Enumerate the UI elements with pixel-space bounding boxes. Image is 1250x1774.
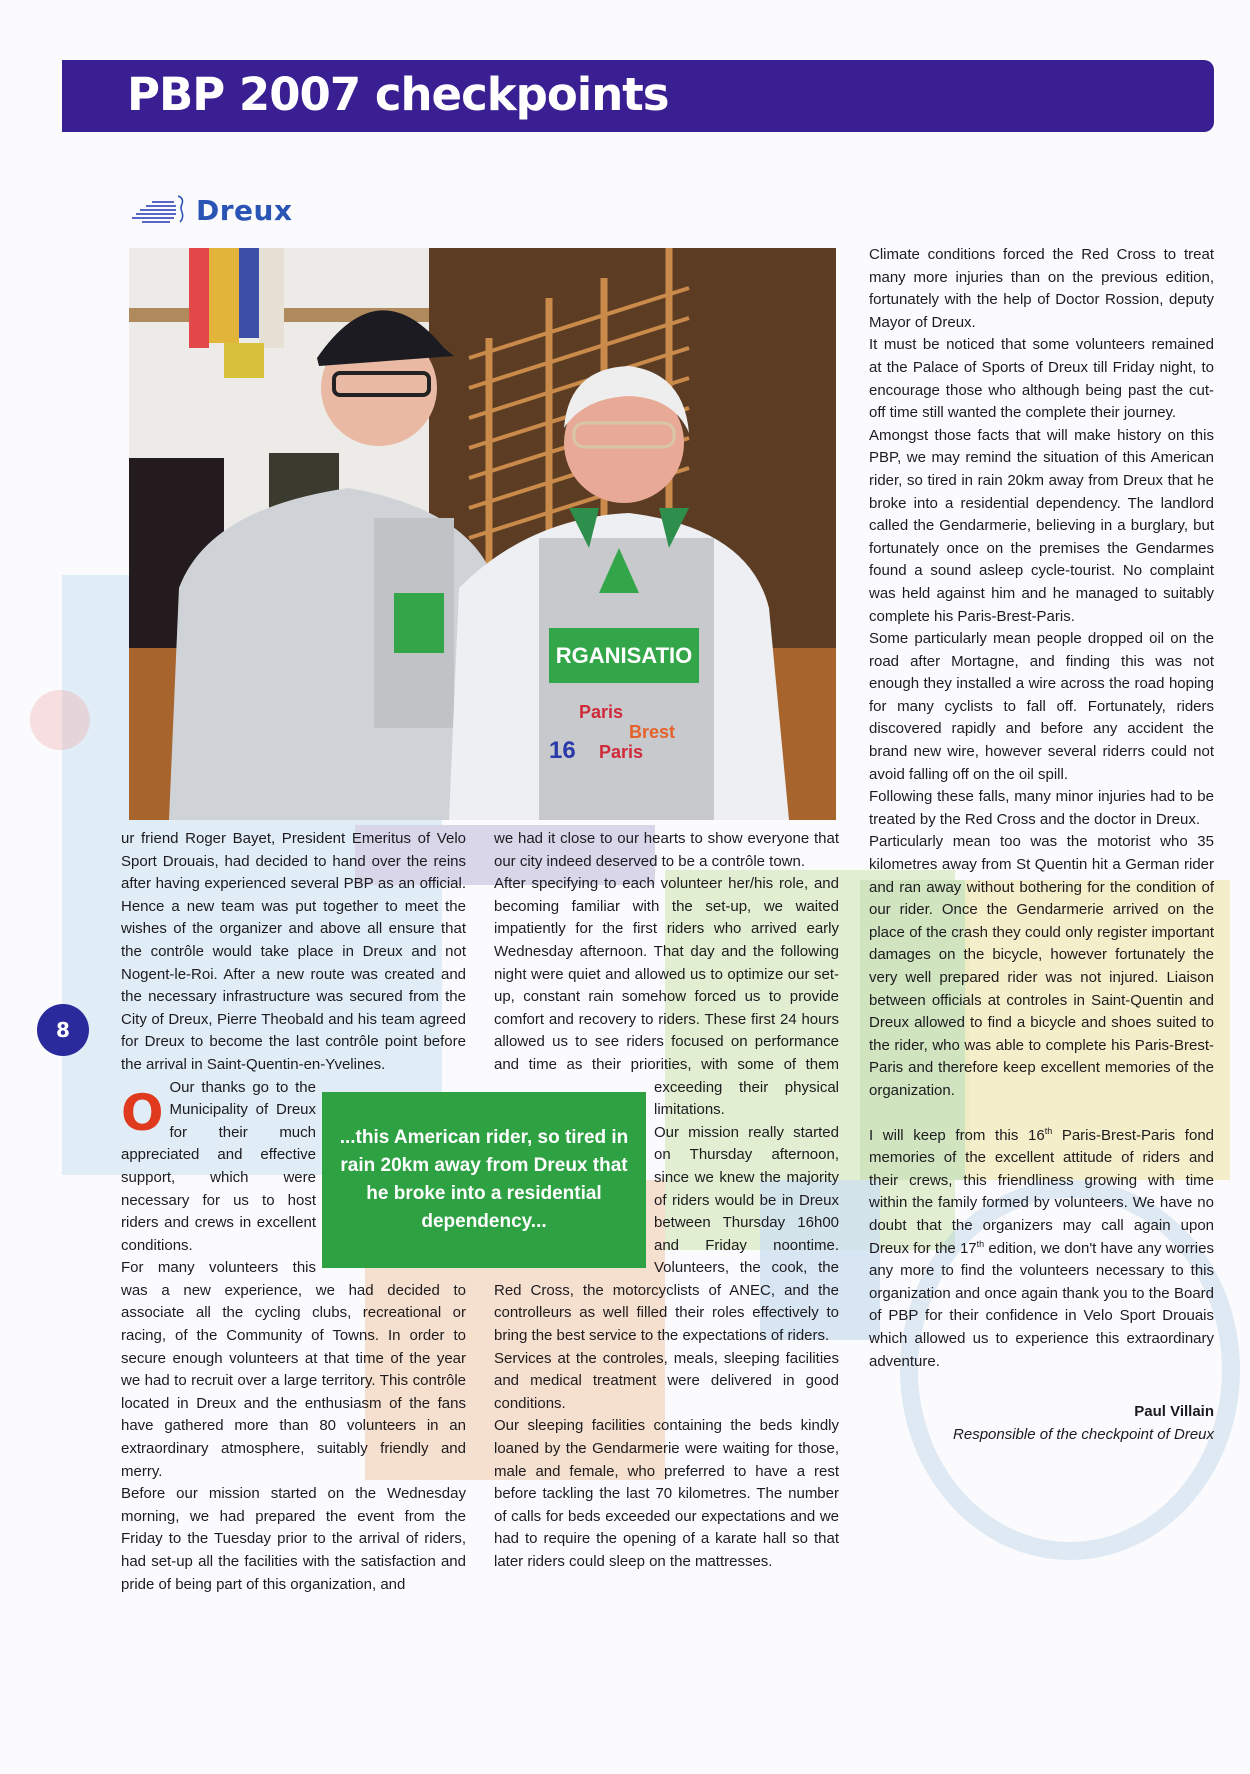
author-signature — [869, 1401, 1214, 1446]
article-paragraph: Climate conditions forced the Red Cross to treat many more injuries than on the previous edition, fortunately with the help of Doctor Rossion, deputy Mayor of Dreux. — [869, 246, 1214, 331]
background-circle-pink — [30, 690, 90, 750]
article-paragraph: It must be noticed that some volunteers remained at the Palace of Sports of Dreux till Friday night, to encourage those who although being past the cut-off time still wanted the complete their journey. — [869, 336, 1214, 422]
pull-quote: ...this American rider, so tired in rain 20km away from Dreux that he broke into a residential dependency... — [322, 1092, 646, 1268]
article-paragraph: Our sleeping facilities containing the beds kindly loaned by the Gendarmerie were waiting for those, male and female, who preferred to have a rest before tackling the last 70 kilometres. The number of calls for beds exceeded our expectations and we had to require the opening of a karate hall so that later riders could sleep on the mattresses. — [494, 1417, 839, 1570]
drop-cap: O — [121, 1084, 164, 1142]
photo-two-volunteers — [129, 248, 836, 820]
article-paragraph: Particularly mean too was the motorist who 35 kilometres away from St Quentin hit a German rider and ran away without bothering for the condition of our rider. Once the Gendarmerie arrived on the place of the crash they could only register important damages on the bicycle, however fortunately the very well prepared rider was not injured. Liaison between officials at controles in Saint-Quentin and Dreux allowed to find a bicycle and shoes suited to the rider, who was able to complete his Paris-Brest-Paris and therefore keep excellent memories of the organization. — [869, 833, 1214, 1099]
article-paragraph: For many volunteers this was a new experience, we had decided to associate all the cycling clubs, recreational or racing, of the Community of Towns. In order to secure enough volunteers at that time of the year we had to recruit over a large territory. This contrôle located in Dreux and the enthusiasm of the fans have gathered more than 80 volunteers in an extraordinary atmosphere, suitably friendly and merry. — [121, 1259, 466, 1480]
shirt-brest-text: Brest — [629, 722, 676, 742]
dreux-town-logo-icon — [130, 194, 190, 226]
article-paragraph: Following these falls, many minor injuries had to be treated by the Red Cross and the doctor in Dreux. — [869, 788, 1214, 828]
article-paragraph: O ur friend Roger Bayet, President Emeritus of Velo Sport Drouais, had decided to hand over the reins after having experienced several PBP as an official. Hence a new team was put together to meet the wishes of the organizer and above all ensure that the contrôle would take place in Dreux and not Nogent-le-Roi. After a new route was created and the necessary infrastructure was secured from the City of Dreux, Pierre Theobald and his team agreed for Dreux to become the last contrôle point before the arrival in Saint-Quentin-en-Yvelines. — [121, 830, 466, 1142]
article-paragraph: After specifying to each volunteer her/his role, and becoming familiar with the set-up, we waited impatiently for the first riders who arrived early Wednesday afternoon. That day and the following night were quiet and allowed us to optimize our set-up, constant rain somehow forced us to provide comfort and recovery to riders. These first 24 hours allowed us to see riders focused on performance and time as their priorities, with some of them exceeding their physical limitations. — [494, 875, 839, 1119]
shirt-banner-text: RGANISATIO — [555, 643, 693, 668]
article-paragraph: Our thanks go to the Municipality of Dreux for their much appreciated and effective support, which were necessary for us to host riders and crews in excellent conditions. — [121, 1078, 316, 1254]
article-paragraph: we had it close to our hearts to show everyone that our city indeed deserved to be a contrôle town. — [494, 830, 839, 870]
page-title: PBP 2007 checkpoints — [127, 68, 669, 121]
article-paragraph: Amongst those facts that will make history on this PBP, we may remind the situation of this American rider, so tired in rain 20km away from Dreux that he broke into a residential dependency. The landlord called the Gendarmerie, believing in a burglary, but fortunately once on the premises the Gendarmes found a sound asleep cycle-tourist. No complaint was held against him and he managed to suitably complete his Paris-Brest-Paris. — [869, 426, 1214, 625]
article-paragraph: Before our mission started on the Wednesday morning, we had prepared the event from the Friday to the Tuesday prior to the arrival of riders, had set-up all the facilities with the satisfaction and pride of being part of this organization, and — [121, 1485, 466, 1593]
shirt-paris2-text: Paris — [599, 742, 644, 762]
article-paragraph: Some particularly mean people dropped oil on the road after Mortagne, and finding this was not enough they installed a wire across the road hoping for many cyclists to fall off. Fortunately, riders discovered rapidly and before any accident the brand new wire, however several riderrs could not avoid falling off on the oil spill. — [869, 630, 1214, 783]
shirt-edition-text: 16 — [549, 737, 576, 764]
section-logo — [130, 190, 293, 230]
photo-illustration — [129, 248, 836, 820]
closing-paragraph: I will keep from this 16th Paris-Brest-Paris fond memories of the excellent attitude of riders and their crews, this friendliness growing with time within the family formed by volunteers. We have no doubt that the organizers may call again upon Dreux for the 17th edition, we don't have any worries any more to find the volunteers necessary to this organization and once again thank you to the Board of PBP for their confidence in Velo Sport Drouais which allowed us to experience this extraordinary adventure. — [869, 1125, 1214, 1370]
page-number-badge: 8 — [37, 1004, 89, 1056]
author-name: Paul Villain — [1134, 1403, 1214, 1421]
article-paragraph: Our mission really started on Thursday afternoon, since we knew the majority of riders would be in Dreux between Thursday 16h00 and Friday noontime. Volunteers, the cook, the Red Cross, the motorcyclists of ANEC, and the controlleurs as well filled their roles effectively to bring the best service to the expectations of riders. — [494, 1123, 839, 1345]
article-column-3 — [869, 244, 1214, 1446]
article-paragraph: Services at the controles, meals, sleeping facilities and medical treatment were delivered in good conditions. — [494, 1349, 839, 1412]
shirt-paris-text: Paris — [579, 702, 624, 722]
author-role: Responsible of the checkpoint of Dreux — [953, 1425, 1214, 1443]
section-title: Dreux — [196, 193, 293, 227]
